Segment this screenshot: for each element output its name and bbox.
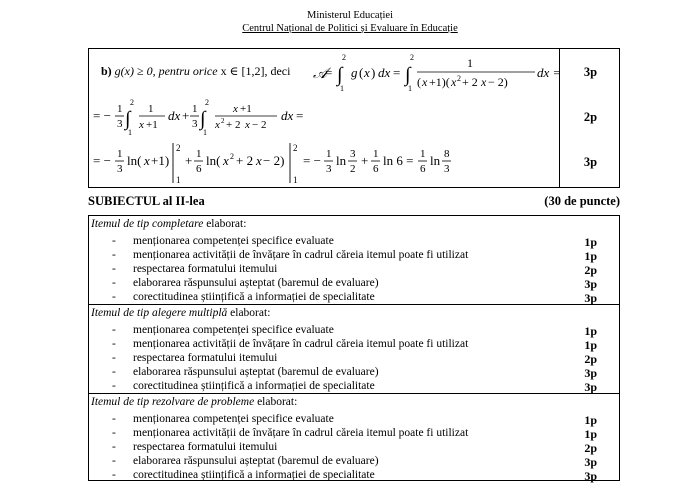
criterion-item xyxy=(89,291,617,305)
bullet-dash: - xyxy=(112,469,116,481)
bullet-dash: - xyxy=(112,324,116,336)
section-type: rezolvare de probleme xyxy=(152,396,255,408)
criterion-points: 3p xyxy=(584,366,597,380)
criterion-points: 1p xyxy=(584,338,597,352)
criterion-item xyxy=(89,380,617,394)
svg-text:= −: = − xyxy=(303,153,321,168)
criterion-item xyxy=(89,469,617,483)
criterion-points: 3p xyxy=(584,380,597,394)
svg-text:= −: = − xyxy=(93,108,111,123)
criterion-text: menționarea activității de învățare în cadrul căreia itemul poate fi utilizat xyxy=(133,249,469,261)
svg-text:2: 2 xyxy=(457,74,461,83)
svg-text:x: x xyxy=(215,119,220,131)
svg-text:): ) xyxy=(371,65,376,80)
svg-text:x: x xyxy=(144,153,150,168)
svg-text:x: x xyxy=(481,75,487,89)
criterion-text: menționarea activității de învățare în cadrul căreia itemul poate fi utilizat xyxy=(133,338,469,350)
bullet-dash: - xyxy=(112,413,116,425)
svg-text:− 2: − 2 xyxy=(252,119,267,131)
criterion-text: respectarea formatului itemului xyxy=(133,263,278,275)
svg-text:1: 1 xyxy=(117,103,123,115)
section-title xyxy=(91,307,270,319)
criterion-text: menționarea competenței specifice evaluate xyxy=(133,235,334,247)
svg-text:(: ( xyxy=(359,65,364,80)
points-row-1: 3p xyxy=(583,65,598,79)
svg-text:6: 6 xyxy=(420,163,426,175)
criteria-section xyxy=(89,393,619,483)
center-name: Centrul Național de Politici și Evaluare în Educație xyxy=(242,23,458,34)
svg-text:1: 1 xyxy=(176,175,181,185)
svg-text:1: 1 xyxy=(203,128,207,137)
criterion-points: 2p xyxy=(584,263,597,277)
svg-text:2: 2 xyxy=(350,163,356,175)
svg-text:∫: ∫ xyxy=(405,64,411,86)
bullet-dash: - xyxy=(112,338,116,350)
svg-text:x: x xyxy=(422,75,428,89)
criterion-text: corectitudinea științifică a informației de specialitate xyxy=(133,469,375,481)
svg-text:3: 3 xyxy=(117,118,123,130)
condition-text: g(x) ≥ 0, pentru orice xyxy=(114,64,218,78)
criterion-item xyxy=(89,263,617,277)
svg-text:3: 3 xyxy=(326,163,332,175)
svg-text:+1)(: +1)( xyxy=(429,75,450,89)
svg-text:1: 1 xyxy=(408,84,412,93)
svg-text:+1: +1 xyxy=(240,103,252,115)
section-prefix: Itemul de tip xyxy=(91,307,150,319)
svg-text:− 2): − 2) xyxy=(263,153,285,168)
svg-text:1: 1 xyxy=(117,148,123,160)
bullet-dash: - xyxy=(112,441,116,453)
svg-text:− 2): − 2) xyxy=(488,75,508,89)
svg-text:ln: ln xyxy=(430,153,441,168)
svg-text:∫: ∫ xyxy=(125,108,131,130)
svg-text:=: = xyxy=(325,65,333,80)
svg-text:+ 2: + 2 xyxy=(226,119,241,131)
criterion-text: elaborarea răspunsului așteptat (baremul de evaluare) xyxy=(133,366,379,378)
criterion-text: corectitudinea științifică a informației de specialitate xyxy=(133,380,375,392)
svg-text:= −: = − xyxy=(93,153,111,168)
svg-text:1: 1 xyxy=(148,103,154,115)
criterion-points: 3p xyxy=(584,469,597,483)
bullet-dash: - xyxy=(112,277,116,289)
svg-text:1: 1 xyxy=(420,148,426,160)
subject-heading xyxy=(88,194,620,209)
area-integral-formula xyxy=(307,51,562,95)
criteria-section xyxy=(89,304,619,393)
page-header xyxy=(0,9,700,35)
svg-text:3: 3 xyxy=(117,163,123,175)
criterion-points: 1p xyxy=(584,413,597,427)
svg-text:+ 2: + 2 xyxy=(462,75,478,89)
svg-text:1: 1 xyxy=(196,148,202,160)
ministry-name: Ministerul Educației xyxy=(306,10,394,21)
svg-text:x: x xyxy=(256,153,262,168)
svg-text:dx =: dx = xyxy=(537,65,562,80)
svg-text:2: 2 xyxy=(230,152,234,161)
partial-fractions-formula xyxy=(93,97,353,139)
bullet-dash: - xyxy=(112,235,116,247)
section-suffix: elaborat: xyxy=(230,307,271,319)
svg-text:ln: ln xyxy=(336,153,347,168)
criterion-item xyxy=(89,277,617,291)
section-title xyxy=(91,396,297,408)
criterion-text: elaborarea răspunsului așteptat (baremul de evaluare) xyxy=(133,455,379,467)
points-row-3: 3p xyxy=(583,155,598,169)
criterion-points: 2p xyxy=(584,441,597,455)
criteria-table xyxy=(88,215,620,481)
criterion-text: menționarea competenței specifice evaluate xyxy=(133,413,334,425)
svg-text:2: 2 xyxy=(176,143,181,153)
criterion-points: 3p xyxy=(584,455,597,469)
svg-text:8: 8 xyxy=(444,148,450,160)
svg-text:dx: dx xyxy=(168,108,181,123)
svg-text:1: 1 xyxy=(340,84,344,93)
criterion-points: 1p xyxy=(584,427,597,441)
svg-text:2: 2 xyxy=(130,98,134,107)
bullet-dash: - xyxy=(112,263,116,275)
svg-text:ln 6 =: ln 6 = xyxy=(383,153,414,168)
criterion-item xyxy=(89,352,617,366)
criterion-text: menționarea competenței specifice evaluate xyxy=(133,324,334,336)
svg-text:3: 3 xyxy=(192,118,198,130)
svg-text:x: x xyxy=(223,153,229,168)
svg-text:1: 1 xyxy=(467,56,473,70)
criterion-text: menționarea activității de învățare în cadrul căreia itemul poate fi utilizat xyxy=(133,427,469,439)
subject-title: SUBIECTUL al II-lea xyxy=(88,194,205,208)
section-suffix: elaborat: xyxy=(257,396,298,408)
logarithm-result-formula xyxy=(93,139,453,187)
criterion-item xyxy=(89,235,617,249)
section-prefix: Itemul de tip xyxy=(91,218,150,230)
svg-text:=: = xyxy=(393,65,401,80)
svg-text:x: x xyxy=(364,65,370,80)
criterion-item xyxy=(89,413,617,427)
svg-text:1: 1 xyxy=(128,128,132,137)
points-row-2: 2p xyxy=(583,110,598,124)
bullet-dash: - xyxy=(112,380,116,392)
svg-text:2: 2 xyxy=(410,53,414,62)
criterion-item xyxy=(89,249,617,263)
criterion-text: elaborarea răspunsului așteptat (baremul de evaluare) xyxy=(133,277,379,289)
svg-text:dx: dx xyxy=(378,65,391,80)
svg-text:ln(: ln( xyxy=(206,153,221,168)
criteria-section xyxy=(89,216,619,304)
criterion-item xyxy=(89,366,617,380)
svg-text:+: + xyxy=(182,108,190,123)
svg-text:dx: dx xyxy=(281,108,294,123)
criterion-points: 1p xyxy=(584,235,597,249)
criterion-item xyxy=(89,338,617,352)
bullet-dash: - xyxy=(112,291,116,303)
bullet-dash: - xyxy=(112,249,116,261)
section-prefix: Itemul de tip xyxy=(91,396,150,408)
section-suffix: elaborat: xyxy=(206,218,247,230)
criterion-text: respectarea formatului itemului xyxy=(133,441,278,453)
math-row-1 xyxy=(89,49,621,97)
svg-text:+ 2: + 2 xyxy=(236,153,254,168)
svg-text:∫: ∫ xyxy=(337,64,343,86)
svg-text:2: 2 xyxy=(205,98,209,107)
math-row-2 xyxy=(89,97,621,139)
svg-text:x: x xyxy=(139,119,144,131)
criterion-item xyxy=(89,324,617,338)
svg-text:3: 3 xyxy=(350,148,356,160)
svg-text:(: ( xyxy=(417,75,421,89)
svg-text:3: 3 xyxy=(444,163,450,175)
item-label: b) xyxy=(101,64,112,78)
criterion-text: corectitudinea științifică a informației de specialitate xyxy=(133,291,375,303)
svg-text:+: + xyxy=(185,153,193,168)
svg-text:∫: ∫ xyxy=(200,108,206,130)
bullet-dash: - xyxy=(112,366,116,378)
criterion-points: 3p xyxy=(584,291,597,305)
criterion-item xyxy=(89,427,617,441)
criterion-points: 3p xyxy=(584,277,597,291)
svg-text:𝒜: 𝒜 xyxy=(313,66,328,82)
bullet-dash: - xyxy=(112,427,116,439)
criterion-points: 1p xyxy=(584,249,597,263)
section-title xyxy=(91,218,246,230)
bullet-dash: - xyxy=(112,352,116,364)
section-type: alegere multiplă xyxy=(152,307,228,319)
subject-points: (30 de puncte) xyxy=(544,194,620,208)
criterion-item xyxy=(89,455,617,469)
svg-text:1: 1 xyxy=(293,175,298,185)
criterion-item xyxy=(89,441,617,455)
svg-text:+1: +1 xyxy=(146,119,158,131)
svg-text:2: 2 xyxy=(293,143,298,153)
svg-text:1: 1 xyxy=(326,148,332,160)
svg-text:=: = xyxy=(296,108,304,123)
domain-text: x ∈ [1,2], deci xyxy=(220,64,291,78)
criterion-points: 1p xyxy=(584,324,597,338)
bullet-dash: - xyxy=(112,455,116,467)
svg-text:ln(: ln( xyxy=(127,153,142,168)
svg-text:+1): +1) xyxy=(151,153,170,168)
svg-text:+: + xyxy=(361,153,369,168)
svg-text:1: 1 xyxy=(192,103,198,115)
svg-text:6: 6 xyxy=(373,163,379,175)
svg-text:x: x xyxy=(245,119,250,131)
svg-text:x: x xyxy=(451,75,457,89)
section-type: completare xyxy=(152,218,204,230)
svg-text:6: 6 xyxy=(196,163,202,175)
svg-text:2: 2 xyxy=(342,53,346,62)
svg-text:x: x xyxy=(233,103,238,115)
svg-text:1: 1 xyxy=(373,148,379,160)
criterion-points: 2p xyxy=(584,352,597,366)
criterion-text: respectarea formatului itemului xyxy=(133,352,278,364)
svg-text:2: 2 xyxy=(221,117,225,125)
svg-text:g: g xyxy=(351,65,358,80)
solution-table xyxy=(88,48,620,188)
math-row-3 xyxy=(89,139,621,189)
